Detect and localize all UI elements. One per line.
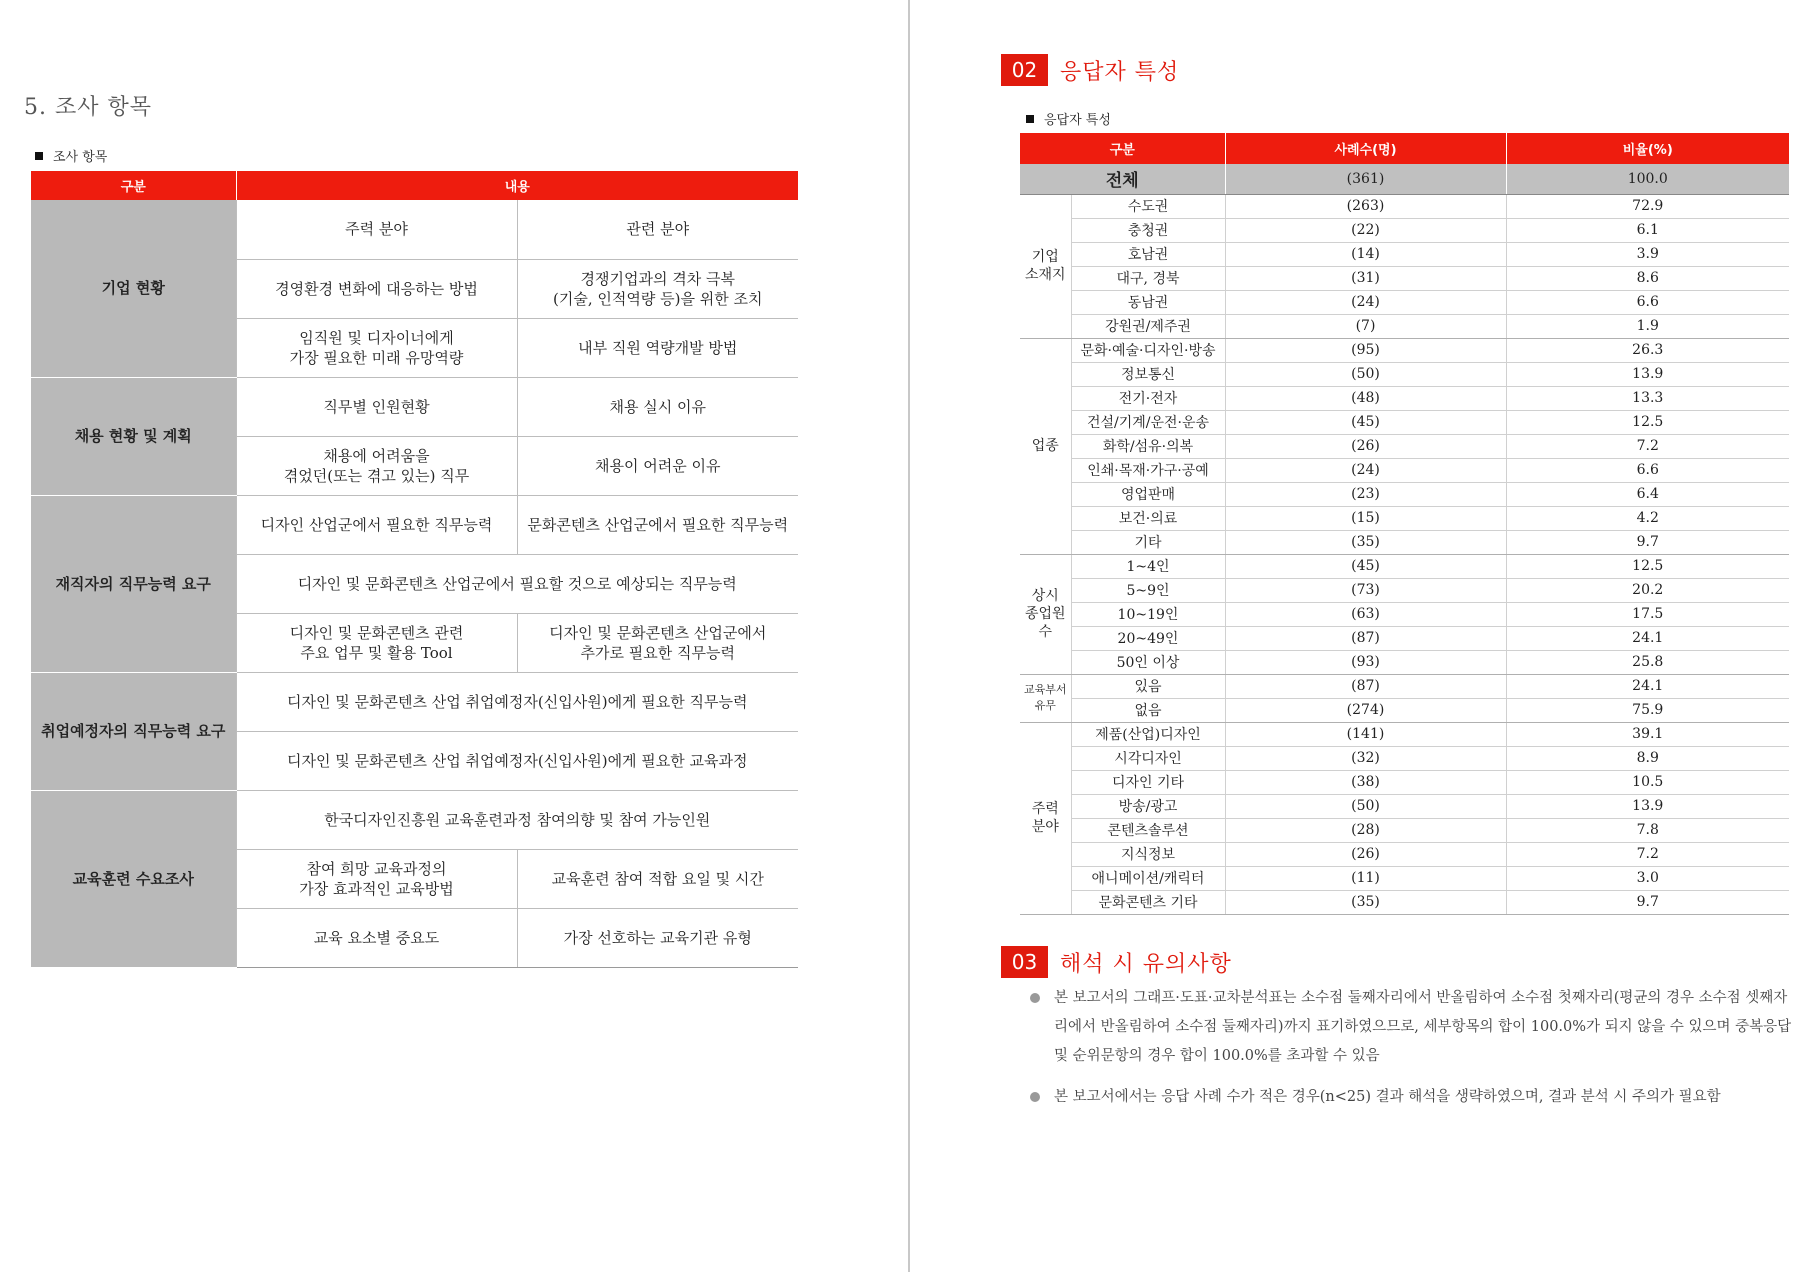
respondent-row: [1020, 602, 1789, 626]
respondent-row: [1020, 554, 1789, 578]
item-label: 1~4인: [1071, 554, 1225, 578]
header-count: 사례수(명): [1225, 133, 1506, 164]
count-cell: (28): [1225, 818, 1506, 842]
percent-cell: 12.5: [1506, 554, 1789, 578]
percent-cell: 7.8: [1506, 818, 1789, 842]
respondent-row: [1020, 818, 1789, 842]
percent-cell: 24.1: [1506, 674, 1789, 698]
group-label: 교육부서 유무: [1020, 674, 1071, 722]
count-cell: (14): [1225, 242, 1506, 266]
respondent-row: [1020, 842, 1789, 866]
item-label: 없음: [1071, 698, 1225, 722]
item-label: 강원권/제주권: [1071, 314, 1225, 338]
count-cell: (45): [1225, 410, 1506, 434]
respondent-row: [1020, 434, 1789, 458]
item-label: 문화콘텐츠 기타: [1071, 890, 1225, 914]
respondent-row: [1020, 362, 1789, 386]
circle-bullet-icon: [1030, 1092, 1040, 1102]
category-cell: 채용 현황 및 계획: [31, 377, 236, 495]
percent-cell: 13.3: [1506, 386, 1789, 410]
respondent-row: [1020, 746, 1789, 770]
percent-cell: 3.0: [1506, 866, 1789, 890]
content-cell: 디자인 및 문화콘텐츠 산업군에서 필요할 것으로 예상되는 직무능력: [236, 554, 798, 613]
respondent-row: [1020, 194, 1789, 218]
count-cell: (87): [1225, 674, 1506, 698]
content-cell: 채용에 어려움을 겪었던(또는 겪고 있는) 직무: [236, 436, 517, 495]
count-cell: (35): [1225, 530, 1506, 554]
item-label: 대구, 경북: [1071, 266, 1225, 290]
content-cell: 내부 직원 역량개발 방법: [517, 318, 798, 377]
percent-cell: 39.1: [1506, 722, 1789, 746]
total-label: 전체: [1020, 164, 1225, 194]
content-cell: 디자인 및 문화콘텐츠 관련 주요 업무 및 활용 Tool: [236, 613, 517, 672]
percent-cell: 9.7: [1506, 890, 1789, 914]
item-label: 5~9인: [1071, 578, 1225, 602]
percent-cell: 7.2: [1506, 434, 1789, 458]
item-label: 지식정보: [1071, 842, 1225, 866]
content-cell: 경쟁기업과의 격차 극복 (기술, 인적역량 등)을 위한 조치: [517, 259, 798, 318]
content-cell: 직무별 인원현황: [236, 377, 517, 436]
count-cell: (93): [1225, 650, 1506, 674]
category-cell: 기업 현황: [31, 200, 236, 377]
section-heading-respondents: [1001, 54, 1179, 86]
respondent-row: [1020, 266, 1789, 290]
section-heading-text: 응답자 특성: [1060, 59, 1180, 85]
respondent-row: [1020, 338, 1789, 362]
page-divider: [908, 0, 910, 1272]
count-cell: (63): [1225, 602, 1506, 626]
count-cell: (26): [1225, 434, 1506, 458]
respondent-row: [1020, 314, 1789, 338]
count-cell: (31): [1225, 266, 1506, 290]
respondent-row: [1020, 530, 1789, 554]
percent-cell: 7.2: [1506, 842, 1789, 866]
item-label: 영업판매: [1071, 482, 1225, 506]
section-number: 02: [1001, 54, 1048, 86]
item-label: 콘텐츠솔루션: [1071, 818, 1225, 842]
respondent-row: [1020, 242, 1789, 266]
group-label: 기업 소재지: [1020, 194, 1071, 338]
percent-cell: 8.6: [1506, 266, 1789, 290]
percent-cell: 75.9: [1506, 698, 1789, 722]
circle-bullet-icon: [1030, 993, 1040, 1003]
count-cell: (22): [1225, 218, 1506, 242]
item-label: 충청권: [1071, 218, 1225, 242]
item-label: 애니메이션/캐릭터: [1071, 866, 1225, 890]
note-item: [1030, 1083, 1796, 1112]
item-label: 20~49인: [1071, 626, 1225, 650]
respondent-row: [1020, 506, 1789, 530]
item-label: 화학/섬유·의복: [1071, 434, 1225, 458]
respondent-row: [1020, 386, 1789, 410]
content-cell: 문화콘텐츠 산업군에서 필요한 직무능력: [517, 495, 798, 554]
content-cell: 채용이 어려운 이유: [517, 436, 798, 495]
percent-cell: 6.1: [1506, 218, 1789, 242]
content-cell: 경영환경 변화에 대응하는 방법: [236, 259, 517, 318]
item-label: 수도권: [1071, 194, 1225, 218]
survey-row: [31, 200, 798, 259]
category-cell: 취업예정자의 직무능력 요구: [31, 672, 236, 790]
percent-cell: 24.1: [1506, 626, 1789, 650]
survey-row: [31, 790, 798, 849]
category-cell: 교육훈련 수요조사: [31, 790, 236, 967]
count-cell: (274): [1225, 698, 1506, 722]
survey-row: [31, 672, 798, 731]
count-cell: (45): [1225, 554, 1506, 578]
subsection-label: 응답자 특성: [1044, 113, 1111, 128]
section-title: 5. 조사 항목: [24, 95, 152, 120]
count-cell: (38): [1225, 770, 1506, 794]
notes-list: [1030, 984, 1796, 1124]
respondent-row: [1020, 674, 1789, 698]
percent-cell: 26.3: [1506, 338, 1789, 362]
item-label: 있음: [1071, 674, 1225, 698]
respondent-row: [1020, 458, 1789, 482]
respondent-row: [1020, 794, 1789, 818]
content-cell: 참여 희망 교육과정의 가장 효과적인 교육방법: [236, 849, 517, 908]
note-item: [1030, 984, 1796, 1071]
section-heading-text: 해석 시 유의사항: [1060, 951, 1232, 977]
percent-cell: 10.5: [1506, 770, 1789, 794]
percent-cell: 25.8: [1506, 650, 1789, 674]
count-cell: (15): [1225, 506, 1506, 530]
percent-cell: 13.9: [1506, 362, 1789, 386]
percent-cell: 9.7: [1506, 530, 1789, 554]
percent-cell: 1.9: [1506, 314, 1789, 338]
item-label: 문화·예술·디자인·방송: [1071, 338, 1225, 362]
item-label: 보건·의료: [1071, 506, 1225, 530]
square-bullet-icon: [35, 152, 43, 160]
item-label: 정보통신: [1071, 362, 1225, 386]
percent-cell: 20.2: [1506, 578, 1789, 602]
respondent-row: [1020, 770, 1789, 794]
count-cell: (50): [1225, 794, 1506, 818]
survey-row: [31, 495, 798, 554]
group-label: 업종: [1020, 338, 1071, 554]
note-text: 본 보고서에서는 응답 사례 수가 적은 경우(n<25) 결과 해석을 생략하였으며, 결과 분석 시 주의가 필요함: [1054, 1089, 1721, 1105]
content-cell: 임직원 및 디자이너에게 가장 필요한 미래 유망역량: [236, 318, 517, 377]
item-label: 제품(산업)디자인: [1071, 722, 1225, 746]
content-cell: 디자인 및 문화콘텐츠 산업군에서 추가로 필요한 직무능력: [517, 613, 798, 672]
percent-cell: 72.9: [1506, 194, 1789, 218]
count-cell: (87): [1225, 626, 1506, 650]
respondent-row: [1020, 866, 1789, 890]
count-cell: (35): [1225, 890, 1506, 914]
respondent-row: [1020, 482, 1789, 506]
header-percent: 비율(%): [1506, 133, 1789, 164]
survey-items-table: [31, 171, 798, 968]
subsection-title: [35, 146, 107, 165]
content-cell: 교육훈련 참여 적합 요일 및 시간: [517, 849, 798, 908]
respondent-row: [1020, 650, 1789, 674]
subsection-label: 조사 항목: [53, 150, 108, 165]
count-cell: (23): [1225, 482, 1506, 506]
count-cell: (11): [1225, 866, 1506, 890]
survey-row: [31, 377, 798, 436]
item-label: 시각디자인: [1071, 746, 1225, 770]
item-label: 10~19인: [1071, 602, 1225, 626]
group-label: 주력 분야: [1020, 722, 1071, 914]
count-cell: (32): [1225, 746, 1506, 770]
respondent-row: [1020, 290, 1789, 314]
content-cell: 관련 분야: [517, 200, 798, 259]
content-cell: 주력 분야: [236, 200, 517, 259]
count-cell: (26): [1225, 842, 1506, 866]
respondent-row: [1020, 698, 1789, 722]
content-cell: 한국디자인진흥원 교육훈련과정 참여의향 및 참여 가능인원: [236, 790, 798, 849]
category-cell: 재직자의 직무능력 요구: [31, 495, 236, 672]
content-cell: 채용 실시 이유: [517, 377, 798, 436]
item-label: 호남권: [1071, 242, 1225, 266]
item-label: 동남권: [1071, 290, 1225, 314]
count-cell: (48): [1225, 386, 1506, 410]
item-label: 50인 이상: [1071, 650, 1225, 674]
header-category: 구분: [1020, 133, 1225, 164]
percent-cell: 8.9: [1506, 746, 1789, 770]
percent-cell: 12.5: [1506, 410, 1789, 434]
subsection-title: [1026, 109, 1111, 128]
count-cell: (263): [1225, 194, 1506, 218]
item-label: 기타: [1071, 530, 1225, 554]
respondent-table: [1020, 133, 1789, 915]
content-cell: 디자인 및 문화콘텐츠 산업 취업예정자(신입사원)에게 필요한 교육과정: [236, 731, 798, 790]
respondent-row: [1020, 626, 1789, 650]
percent-cell: 4.2: [1506, 506, 1789, 530]
respondent-row: [1020, 578, 1789, 602]
item-label: 방송/광고: [1071, 794, 1225, 818]
item-label: 인쇄·목재·가구·공예: [1071, 458, 1225, 482]
section-heading-notes: [1001, 946, 1232, 978]
count-cell: (50): [1225, 362, 1506, 386]
header-category: 구분: [31, 171, 236, 200]
percent-cell: 6.4: [1506, 482, 1789, 506]
item-label: 건설/기계/운전·운송: [1071, 410, 1225, 434]
percent-cell: 3.9: [1506, 242, 1789, 266]
percent-cell: 6.6: [1506, 290, 1789, 314]
section-number: 03: [1001, 946, 1048, 978]
count-cell: (95): [1225, 338, 1506, 362]
total-row: [1020, 164, 1789, 194]
note-text: 본 보고서의 그래프·도표·교차분석표는 소수점 둘째자리에서 반올림하여 소수점 첫째자리(평균의 경우 소수점 셋째자리에서 반올림하여 소수점 둘째자리)까지 표기하였으므로, 세부항목의 합이 100.0%가 되지 않을 수 있으며 중복응답 및 순위문항의 경우 합이 100.0%를 초과할 수 있음: [1054, 990, 1792, 1064]
content-cell: 디자인 및 문화콘텐츠 산업 취업예정자(신입사원)에게 필요한 직무능력: [236, 672, 798, 731]
content-cell: 디자인 산업군에서 필요한 직무능력: [236, 495, 517, 554]
count-cell: (73): [1225, 578, 1506, 602]
total-count: (361): [1225, 164, 1506, 194]
item-label: 디자인 기타: [1071, 770, 1225, 794]
total-percent: 100.0: [1506, 164, 1789, 194]
respondent-row: [1020, 410, 1789, 434]
percent-cell: 6.6: [1506, 458, 1789, 482]
header-content: 내용: [236, 171, 798, 200]
content-cell: 교육 요소별 중요도: [236, 908, 517, 967]
respondent-row: [1020, 890, 1789, 914]
respondent-row: [1020, 722, 1789, 746]
item-label: 전기·전자: [1071, 386, 1225, 410]
respondent-row: [1020, 218, 1789, 242]
content-cell: 가장 선호하는 교육기관 유형: [517, 908, 798, 967]
percent-cell: 13.9: [1506, 794, 1789, 818]
count-cell: (141): [1225, 722, 1506, 746]
count-cell: (24): [1225, 290, 1506, 314]
count-cell: (7): [1225, 314, 1506, 338]
percent-cell: 17.5: [1506, 602, 1789, 626]
group-label: 상시 종업원 수: [1020, 554, 1071, 674]
square-bullet-icon: [1026, 115, 1034, 123]
count-cell: (24): [1225, 458, 1506, 482]
